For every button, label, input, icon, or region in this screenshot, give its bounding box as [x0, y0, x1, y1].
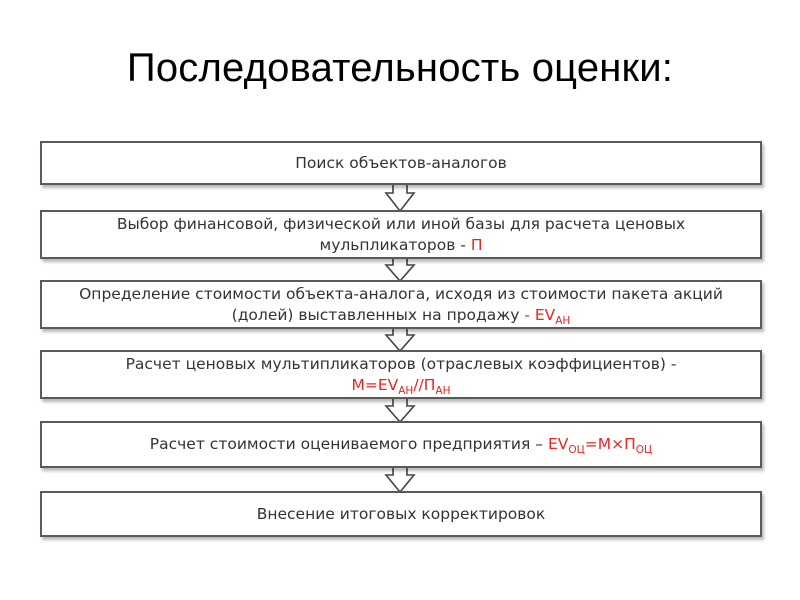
step-text: Поиск объектов-аналогов	[295, 153, 507, 172]
step-highlight: - $EV_{АН}$	[524, 305, 571, 327]
step-text: Расчет стоимости оцениваемого предприятия –	[149, 435, 548, 453]
step-text: Определение стоимости объекта-аналога, исходя из стоимости пакета акций (долей) выставленных на продажу	[79, 284, 723, 324]
step-box-multipliers	[40, 350, 762, 399]
step-box-enterprise-value	[40, 421, 762, 468]
step-box-analog-value	[40, 280, 762, 329]
step-box-final-adjustments	[40, 491, 762, 537]
slide-title: Последовательность оценки:	[126, 46, 674, 90]
valuation-formula: $EV_{ОЦ}=М\times П_{ОЦ}$	[547, 435, 653, 456]
step-text: Выбор финансовой, физической или иной базы для расчета ценовых мульпликаторов -	[116, 214, 686, 254]
step-text: Внесение итоговых корректировок	[256, 504, 546, 523]
step-box-search-analogs	[40, 141, 762, 185]
step-text: Расчет ценовых мультипликаторов (отраслевых коэффициентов) -	[125, 354, 677, 373]
step-box-choose-base	[40, 210, 762, 259]
multiplier-formula: $М=EV_{АН}//П_{АН}$	[351, 375, 451, 397]
step-highlight: П	[470, 235, 483, 254]
